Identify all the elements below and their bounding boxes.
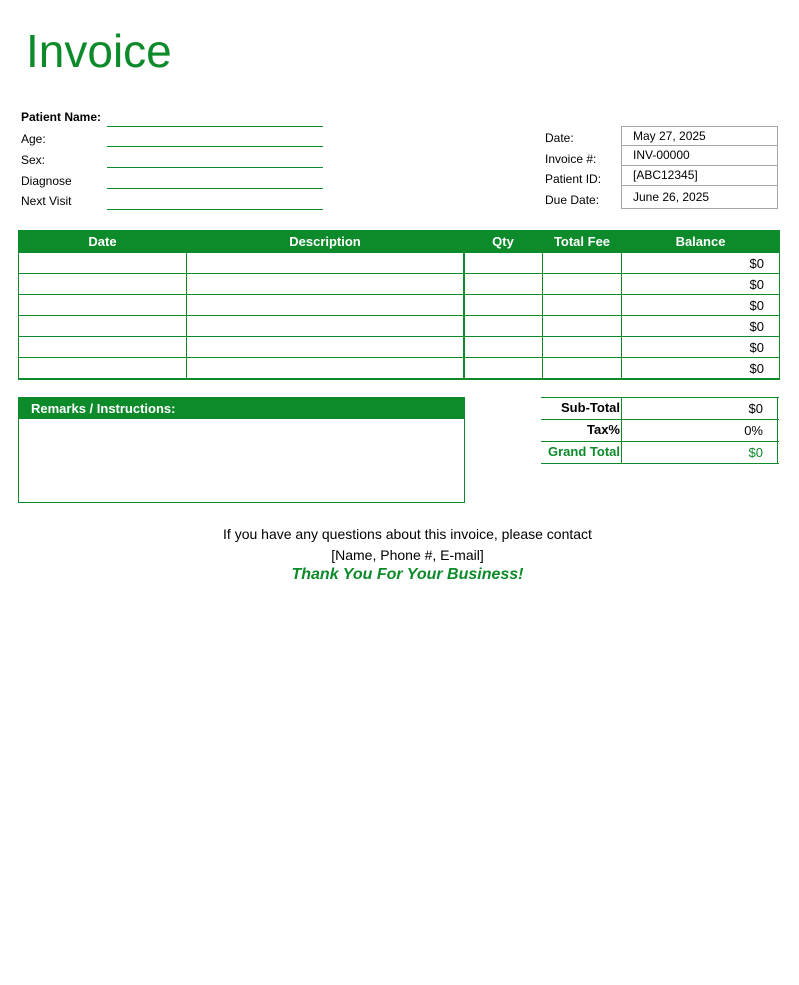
table-row <box>19 253 780 274</box>
date-label: Date: <box>545 131 574 145</box>
cell-balance[interactable]: $0 <box>622 337 780 358</box>
cell-qty[interactable] <box>464 358 543 380</box>
column-header-balance: Balance <box>622 231 780 253</box>
date-value[interactable]: May 27, 2025 <box>621 126 778 146</box>
cell-balance[interactable]: $0 <box>622 295 780 316</box>
age-label: Age: <box>21 132 46 146</box>
cell-fee[interactable] <box>543 358 622 380</box>
cell-qty[interactable] <box>464 337 543 358</box>
due-date-value[interactable]: June 26, 2025 <box>621 186 778 209</box>
column-header-date: Date <box>19 231 187 253</box>
invoice-number-label: Invoice #: <box>545 152 597 166</box>
cell-balance[interactable]: $0 <box>622 253 780 274</box>
cell-fee[interactable] <box>543 253 622 274</box>
contact-placeholder: [Name, Phone #, E-mail] <box>331 547 484 563</box>
diagnose-label: Diagnose <box>21 174 72 188</box>
cell-description[interactable] <box>187 316 464 337</box>
table-row <box>19 337 780 358</box>
page-title: Invoice <box>26 25 172 77</box>
table-row <box>19 316 780 337</box>
cell-qty[interactable] <box>464 295 543 316</box>
cell-fee[interactable] <box>543 274 622 295</box>
patient-id-label: Patient ID: <box>545 172 602 186</box>
subtotal-row <box>541 397 779 420</box>
cell-date[interactable] <box>19 337 187 358</box>
cell-description[interactable] <box>187 253 464 274</box>
cell-qty[interactable] <box>464 253 543 274</box>
cell-description[interactable] <box>187 358 464 380</box>
remarks-label: Remarks / Instructions: <box>19 398 464 419</box>
patient-name-field[interactable] <box>107 126 323 127</box>
contact-text: If you have any questions about this invoice, please contact <box>223 526 592 542</box>
thank-you-message: Thank You For Your Business! <box>291 566 524 583</box>
age-field[interactable] <box>107 146 323 147</box>
cell-balance[interactable]: $0 <box>622 274 780 295</box>
column-header-description: Description <box>187 231 464 253</box>
next-visit-field[interactable] <box>107 209 323 210</box>
cell-date[interactable] <box>19 358 187 380</box>
patient-name-label: Patient Name: <box>21 110 102 124</box>
cell-date[interactable] <box>19 274 187 295</box>
tax-label: Tax% <box>587 422 620 437</box>
column-header-qty: Qty <box>464 231 543 253</box>
cell-description[interactable] <box>187 337 464 358</box>
table-header-row <box>19 231 780 253</box>
cell-date[interactable] <box>19 316 187 337</box>
subtotal-value[interactable]: $0 <box>621 398 778 419</box>
cell-fee[interactable] <box>543 337 622 358</box>
grand-total-value[interactable]: $0 <box>621 442 778 463</box>
items-table <box>18 230 780 380</box>
cell-fee[interactable] <box>543 316 622 337</box>
cell-date[interactable] <box>19 253 187 274</box>
next-visit-label: Next Visit <box>21 194 72 208</box>
totals-block <box>541 397 779 464</box>
table-row <box>19 274 780 295</box>
cell-balance[interactable]: $0 <box>622 316 780 337</box>
grand-total-row <box>541 442 779 464</box>
cell-qty[interactable] <box>464 274 543 295</box>
patient-id-value[interactable]: [ABC12345] <box>621 166 778 186</box>
remarks-box[interactable] <box>18 397 465 503</box>
due-date-label: Due Date: <box>545 193 600 207</box>
sex-label: Sex: <box>21 153 46 167</box>
tax-row <box>541 420 779 442</box>
tax-value[interactable]: 0% <box>621 420 778 441</box>
subtotal-label: Sub-Total <box>561 400 620 415</box>
table-row <box>19 358 780 380</box>
grand-total-label: Grand Total <box>548 444 620 459</box>
cell-description[interactable] <box>187 295 464 316</box>
cell-date[interactable] <box>19 295 187 316</box>
cell-description[interactable] <box>187 274 464 295</box>
column-header-total-fee: Total Fee <box>543 231 622 253</box>
cell-qty[interactable] <box>464 316 543 337</box>
cell-fee[interactable] <box>543 295 622 316</box>
diagnose-field[interactable] <box>107 188 323 189</box>
sex-field[interactable] <box>107 167 323 168</box>
table-row <box>19 295 780 316</box>
cell-balance[interactable]: $0 <box>622 358 780 380</box>
invoice-number-value[interactable]: INV-00000 <box>621 146 778 166</box>
